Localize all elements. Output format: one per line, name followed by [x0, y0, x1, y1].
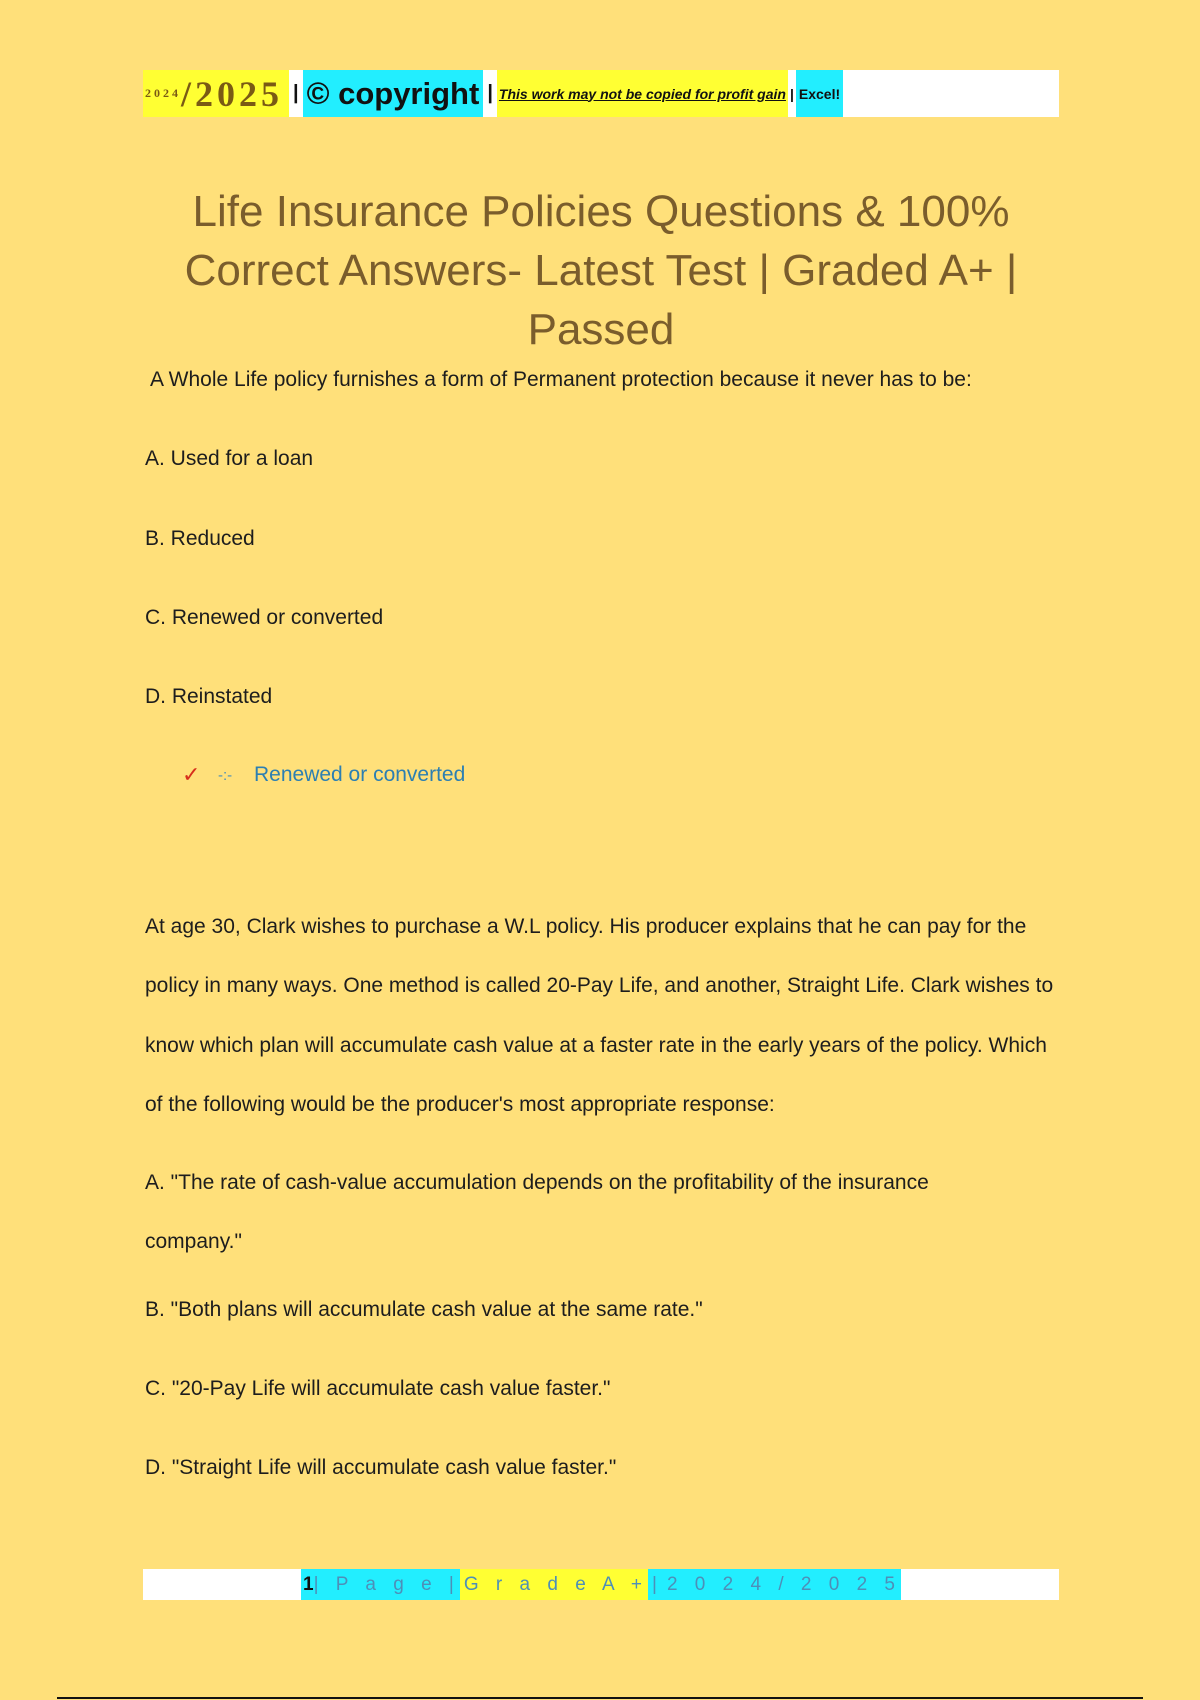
footer-page-number: 1: [302, 1573, 314, 1595]
footer-year-block: [648, 1569, 901, 1600]
question-2-option-a: A. "The rate of cash-value accumulation depends on the profitability of the insurance company.": [145, 1171, 929, 1253]
header-excel-tag: Excel!: [796, 70, 843, 117]
bottom-rule: [57, 1697, 1143, 1699]
footer-page-label: | P a g e |: [313, 1573, 460, 1595]
question-1-option-b: B. Reduced: [145, 527, 255, 550]
answer-text: Renewed or converted: [254, 763, 466, 786]
footer-separator: |: [652, 1573, 657, 1595]
footer-page-block: [301, 1569, 460, 1600]
header-year: [143, 70, 289, 117]
question-2-option-b: B. "Both plans will accumulate cash value at the same rate.": [145, 1298, 703, 1321]
header-year-end: /2025: [181, 73, 284, 114]
header-copyright: © copyright: [303, 70, 484, 117]
checkmark-icon: ✓: [182, 762, 201, 787]
header-copy-notice: This work may not be copied for profit gain: [497, 70, 788, 117]
question-1-answer: [182, 762, 465, 788]
question-2-option-c: C. "20-Pay Life will accumulate cash value faster.": [145, 1377, 611, 1400]
header-band: [143, 70, 1059, 117]
header-separator: |: [789, 85, 794, 102]
footer-grade: G r a d e A +: [460, 1569, 648, 1600]
answer-separator: -:-: [218, 766, 233, 784]
question-1-option-d: D. Reinstated: [145, 685, 273, 708]
question-2-option-d: D. "Straight Life will accumulate cash value faster.": [145, 1456, 617, 1479]
header-separator: |: [487, 82, 493, 104]
header-separator: |: [293, 82, 299, 104]
question-2-stem: At age 30, Clark wishes to purchase a W.L policy. His producer explains that he can pay for the policy in many ways. One method is called 20-Pay Life, and another, Straight Life. Clark wishes to know which plan will accumulate cash value at a faster rate in the early years of the policy. Which of the following would be the producer's most appropriate response:: [145, 915, 1054, 1116]
footer-band: [143, 1569, 1059, 1600]
question-1-option-a: A. Used for a loan: [145, 447, 314, 470]
header-year-start: 2024: [145, 86, 181, 100]
question-1-option-c: C. Renewed or converted: [145, 606, 384, 629]
document-title: Life Insurance Policies Questions & 100% Correct Answers- Latest Test | Graded A+ | Passed: [184, 187, 1018, 354]
question-1-stem: A Whole Life policy furnishes a form of Permanent protection because it never has to be:: [150, 368, 972, 391]
footer-year: 2 0 2 4 / 2 0 2 5: [666, 1573, 901, 1595]
